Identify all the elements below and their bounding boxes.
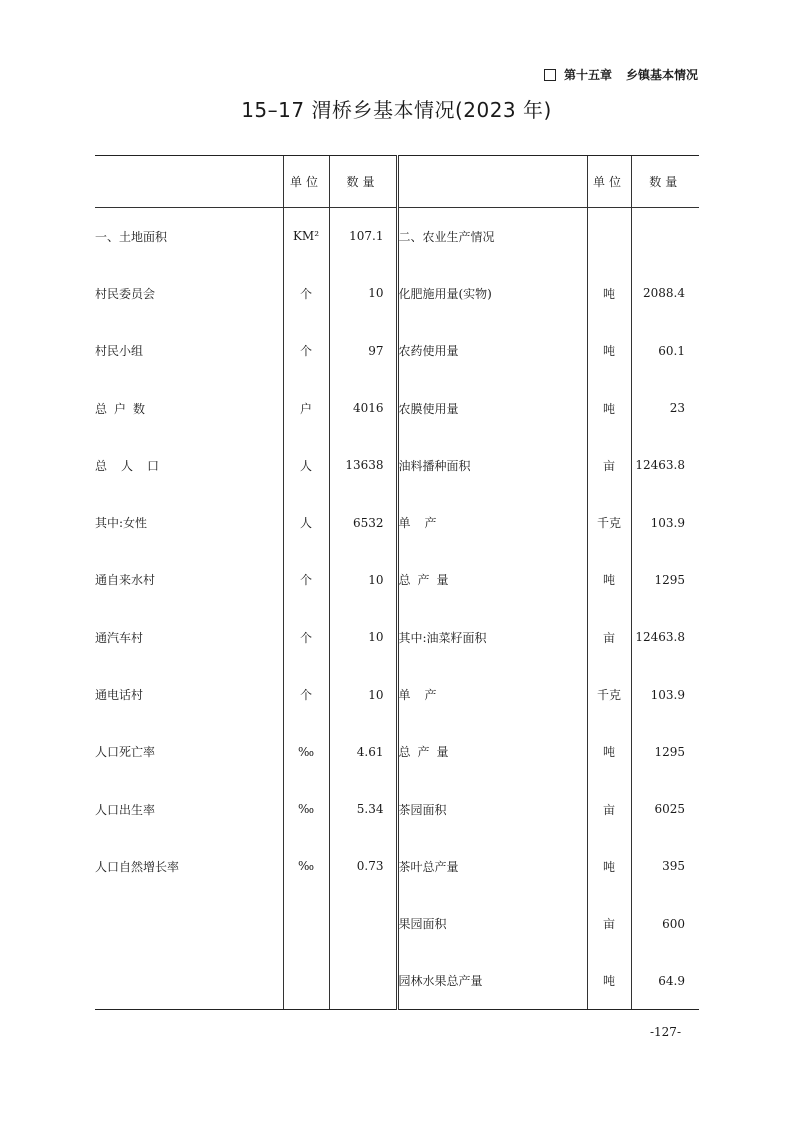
row-value-left: 10 — [329, 666, 397, 723]
table-row — [95, 780, 699, 837]
row-value-right: 12463.8 — [631, 609, 699, 666]
row-value-left: 4016 — [329, 379, 397, 436]
row-label-right: 茶叶总产量 — [397, 838, 587, 895]
table-row — [95, 379, 699, 436]
row-unit-left: 人 — [283, 437, 329, 494]
row-label-left: 村民委员会 — [95, 286, 156, 301]
header-value-right: 数量 — [631, 156, 699, 208]
row-value-right: 1295 — [631, 723, 699, 780]
row-unit-left: 户 — [283, 379, 329, 436]
row-label-left: 通电话村 — [95, 688, 144, 703]
table-row — [95, 437, 699, 494]
row-unit-left: 人 — [283, 494, 329, 551]
row-unit-left: ‰ — [283, 723, 329, 780]
row-label-right: 果园面积 — [397, 895, 587, 952]
row-unit-right — [587, 208, 631, 265]
row-value-right: 64.9 — [631, 952, 699, 1009]
row-value-left: 13638 — [329, 437, 397, 494]
row-unit-right: 千克 — [587, 666, 631, 723]
row-unit-left: KM² — [283, 208, 329, 265]
row-label-right: 单产 — [397, 666, 587, 723]
row-label-right: 单产 — [397, 494, 587, 551]
running-head — [544, 66, 698, 83]
row-label-right: 其中:油菜籽面积 — [397, 609, 587, 666]
row-unit-right: 吨 — [587, 322, 631, 379]
row-unit-right: 吨 — [587, 952, 631, 1009]
row-unit-left: 个 — [283, 609, 329, 666]
row-label-right: 农药使用量 — [397, 322, 587, 379]
row-unit-left — [283, 952, 329, 1009]
table-row — [95, 838, 699, 895]
row-unit-right: 吨 — [587, 265, 631, 322]
header-unit: 单位 — [283, 156, 329, 208]
row-label-left — [95, 952, 283, 1009]
row-value-right: 23 — [631, 379, 699, 436]
row-value-right: 103.9 — [631, 666, 699, 723]
row-value-left: 97 — [329, 322, 397, 379]
row-label-left: 通自来水村 — [95, 573, 156, 588]
row-value-left: 10 — [329, 551, 397, 608]
row-label-left: 人口死亡率 — [95, 745, 156, 760]
header-unit-right: 单位 — [587, 156, 631, 208]
row-unit-right: 吨 — [587, 723, 631, 780]
table-row — [95, 666, 699, 723]
row-value-right — [631, 208, 699, 265]
row-label-right: 总产量 — [397, 551, 587, 608]
table-row — [95, 952, 699, 1009]
row-value-right: 600 — [631, 895, 699, 952]
row-label-left: 村民小组 — [95, 344, 144, 359]
row-label-left — [95, 895, 283, 952]
row-unit-right: 亩 — [587, 895, 631, 952]
table-row — [95, 265, 699, 322]
table-row — [95, 208, 699, 265]
row-unit-right: 亩 — [587, 609, 631, 666]
table-row — [95, 494, 699, 551]
row-unit-right: 吨 — [587, 379, 631, 436]
table-header-row — [95, 156, 699, 208]
row-label-left: 总户数 — [95, 401, 153, 416]
row-value-left: 10 — [329, 265, 397, 322]
row-value-left: 107.1 — [329, 208, 397, 265]
row-unit-left: 个 — [283, 551, 329, 608]
page-number: -127- — [649, 1025, 681, 1039]
row-value-left: 10 — [329, 609, 397, 666]
row-label-right: 园林水果总产量 — [397, 952, 587, 1009]
row-label-right: 二、农业生产情况 — [397, 208, 587, 265]
header-blank-left — [95, 156, 283, 208]
table-row — [95, 609, 699, 666]
table-row — [95, 322, 699, 379]
row-label-left: 人口出生率 — [95, 802, 156, 817]
row-label-left: 其中:女性 — [95, 516, 148, 531]
row-unit-right: 亩 — [587, 437, 631, 494]
row-unit-left: ‰ — [283, 838, 329, 895]
square-icon — [544, 69, 556, 81]
row-value-left — [329, 895, 397, 952]
row-value-right: 60.1 — [631, 322, 699, 379]
chapter-label: 第十五章 — [563, 68, 612, 82]
row-unit-right: 吨 — [587, 551, 631, 608]
row-value-right: 395 — [631, 838, 699, 895]
row-label-right: 茶园面积 — [397, 780, 587, 837]
row-value-right: 2088.4 — [631, 265, 699, 322]
row-label-right: 农膜使用量 — [397, 379, 587, 436]
stats-table — [95, 155, 699, 1010]
row-label-left: 人口自然增长率 — [95, 859, 180, 874]
row-value-right: 1295 — [631, 551, 699, 608]
row-unit-left: 个 — [283, 666, 329, 723]
row-unit-left — [283, 895, 329, 952]
row-unit-right: 亩 — [587, 780, 631, 837]
row-value-left: 4.61 — [329, 723, 397, 780]
row-value-left: 0.73 — [329, 838, 397, 895]
row-unit-left: 个 — [283, 322, 329, 379]
row-value-left: 5.34 — [329, 780, 397, 837]
table-row — [95, 551, 699, 608]
row-label-right: 油料播种面积 — [397, 437, 587, 494]
row-unit-left: 个 — [283, 265, 329, 322]
row-value-right: 6025 — [631, 780, 699, 837]
table-row — [95, 723, 699, 780]
section-label: 乡镇基本情况 — [625, 68, 698, 82]
table-row — [95, 895, 699, 952]
row-value-right: 103.9 — [631, 494, 699, 551]
page-title: 15–17 渭桥乡基本情况(2023 年) — [241, 98, 552, 122]
row-value-left: 6532 — [329, 494, 397, 551]
row-value-right: 12463.8 — [631, 437, 699, 494]
row-unit-right: 吨 — [587, 838, 631, 895]
row-label-left: 一、土地面积 — [95, 229, 168, 244]
row-label-right: 化肥施用量(实物) — [397, 265, 587, 322]
header-value: 数量 — [329, 156, 397, 208]
row-label-right: 总产量 — [397, 723, 587, 780]
row-unit-left: ‰ — [283, 780, 329, 837]
row-label-left: 通汽车村 — [95, 630, 144, 645]
header-blank-right — [397, 156, 587, 208]
row-label-left: 总人口 — [95, 458, 174, 473]
row-value-left — [329, 952, 397, 1009]
row-unit-right: 千克 — [587, 494, 631, 551]
